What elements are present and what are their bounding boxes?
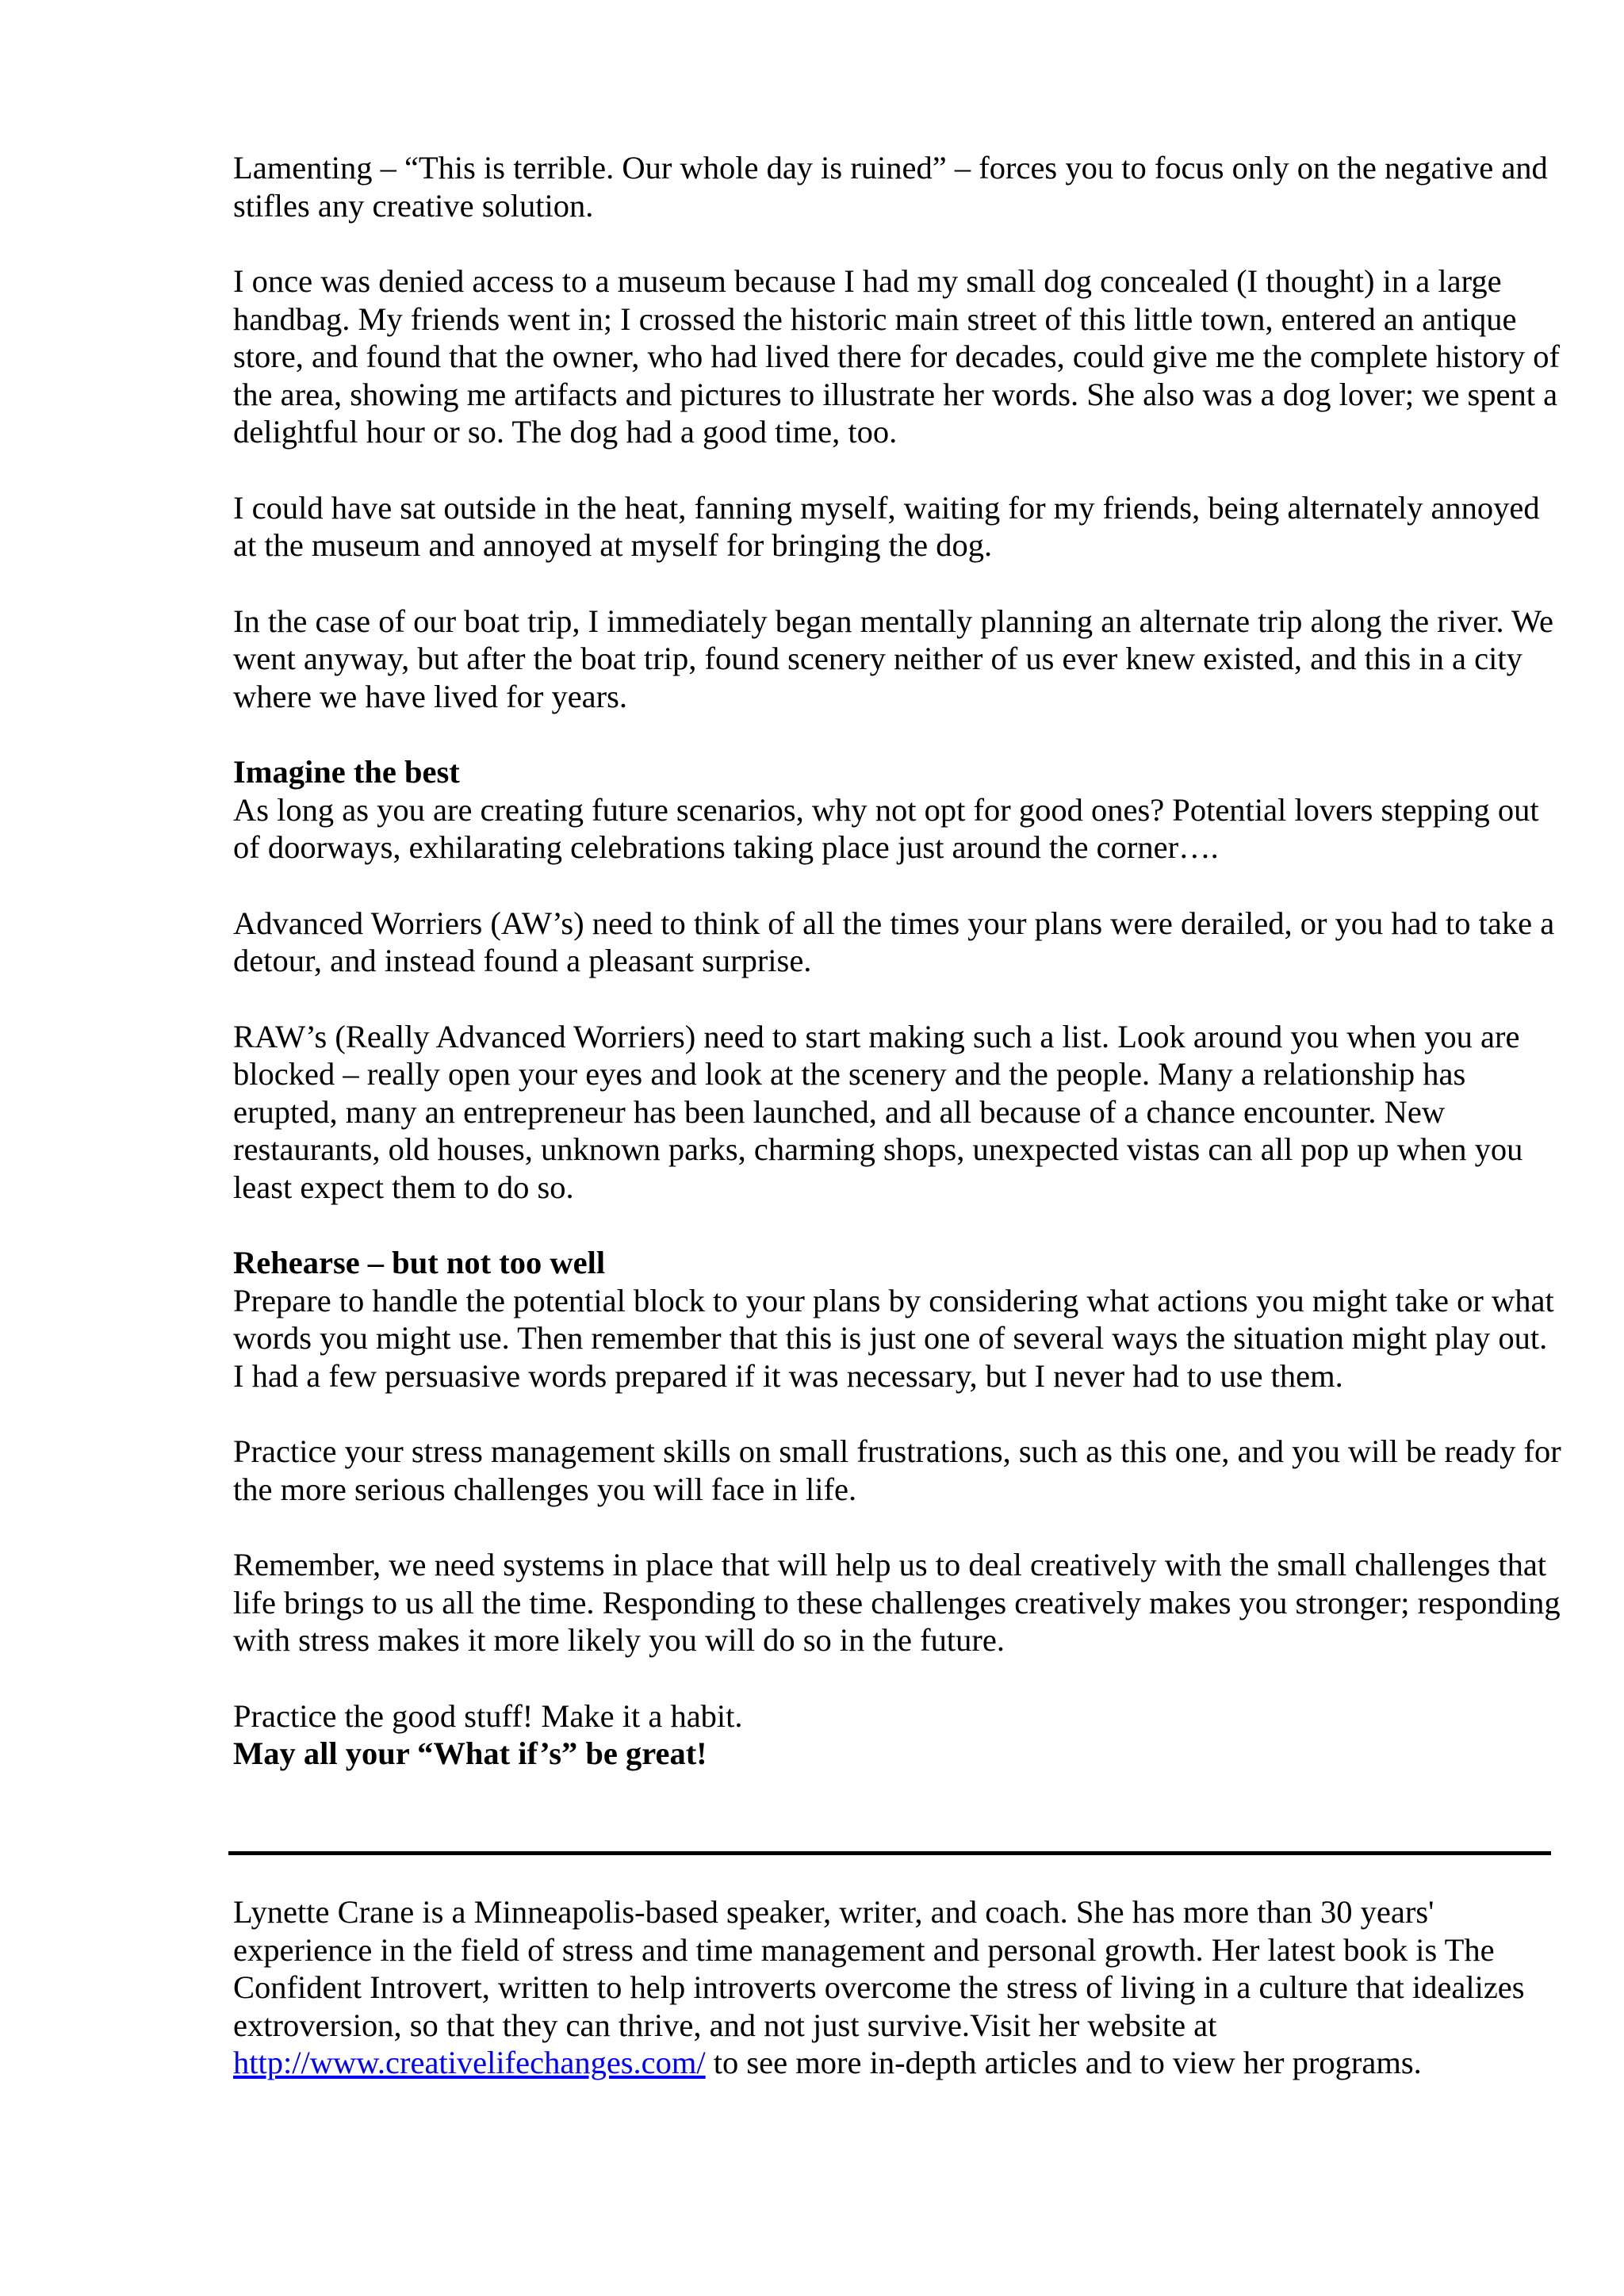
divider-rule <box>228 1851 1551 1855</box>
paragraph-advanced-worriers: Advanced Worriers (AW’s) need to think of all the times your plans were derailed, or you had to take a detour, and instead found a pleasant surprise. <box>233 905 1555 978</box>
author-bio <box>233 1893 1565 2082</box>
paragraph-raw: RAW’s (Really Advanced Worriers) need to start making such a list. Look around you when you are blocked – really open your eyes and look at the scenery and the people. Many a relationship has erupted, many an entrepreneur has been launched, and all because of a chance encounter. New restaurants, old houses, unknown parks, charming shops, unexpected vistas can all pop up when you least expect them to do so. <box>233 1018 1523 1205</box>
article-body <box>233 149 1565 1773</box>
paragraph-remember: Remember, we need systems in place that will help us to deal creatively with the small challenges that life brings to us all the time. Responding to these challenges creatively makes you stronger; responding with stress makes it more likely you will do so in the future. <box>233 1547 1561 1658</box>
closing-bold-line: May all your “What if’s” be great! <box>233 1735 707 1771</box>
paragraph-sat-outside: I could have sat outside in the heat, fanning myself, waiting for my friends, being alternately annoyed at the museum and annoyed at myself for bringing the dog. <box>233 489 1540 563</box>
section-imagine-the-best <box>233 753 1565 867</box>
paragraph-lamenting: Lamenting – “This is terrible. Our whole day is ruined” – forces you to focus only on the negative and stifles any creative solution. <box>233 150 1548 224</box>
paragraph-museum: I once was denied access to a museum because I had my small dog concealed (I thought) in a large handbag. My friends went in; I crossed the historic main street of this little town, entered an antique store, and found that the owner, who had lived there for decades, could give me the complete history of the area, showing me artifacts and pictures to illustrate her words. She also was a dog lover; we spent a delightful hour or so. The dog had a good time, too. <box>233 263 1560 450</box>
paragraph-practice-skills: Practice your stress management skills on small frustrations, such as this one, and you will be ready for the more serious challenges you will face in life. <box>233 1433 1561 1507</box>
section-rehearse <box>233 1244 1565 1395</box>
section-text-imagine: As long as you are creating future scenarios, why not opt for good ones? Potential lovers stepping out of doorways, exhilarating celebrations taking place just around the corner…. <box>233 791 1539 865</box>
section-text-rehearse: Prepare to handle the potential block to your plans by considering what actions you might take or what words you might use. Then remember that this is just one of several ways the situation might play out. I had a few persuasive words prepared if it was necessary, but I never had to use them. <box>233 1282 1554 1394</box>
website-link[interactable]: http://www.creativelifechanges.com/ <box>233 2045 706 2080</box>
bio-text: Lynette Crane is a Minneapolis-based speaker, writer, and coach. She has more than 30 years' experience in the field of stress and time management and personal growth. Her latest book is The Confident Introvert, written to help introverts overcome the stress of living in a culture that idealizes extroversion, so that they can thrive, and not just survive.Visit her website at <box>233 1894 1525 2043</box>
paragraph-boat-trip: In the case of our boat trip, I immediately began mentally planning an alternate trip along the river. We went anyway, but after the boat trip, found scenery neither of us ever knew existed, and this in a city where we have lived for years. <box>233 603 1553 714</box>
section-heading-rehearse: Rehearse – but not too well <box>233 1245 606 1280</box>
closing-line: Practice the good stuff! Make it a habit. <box>233 1697 743 1734</box>
section-heading-imagine: Imagine the best <box>233 754 460 790</box>
bio-after-link: to see more in-depth articles and to view her programs. <box>705 2045 1422 2080</box>
